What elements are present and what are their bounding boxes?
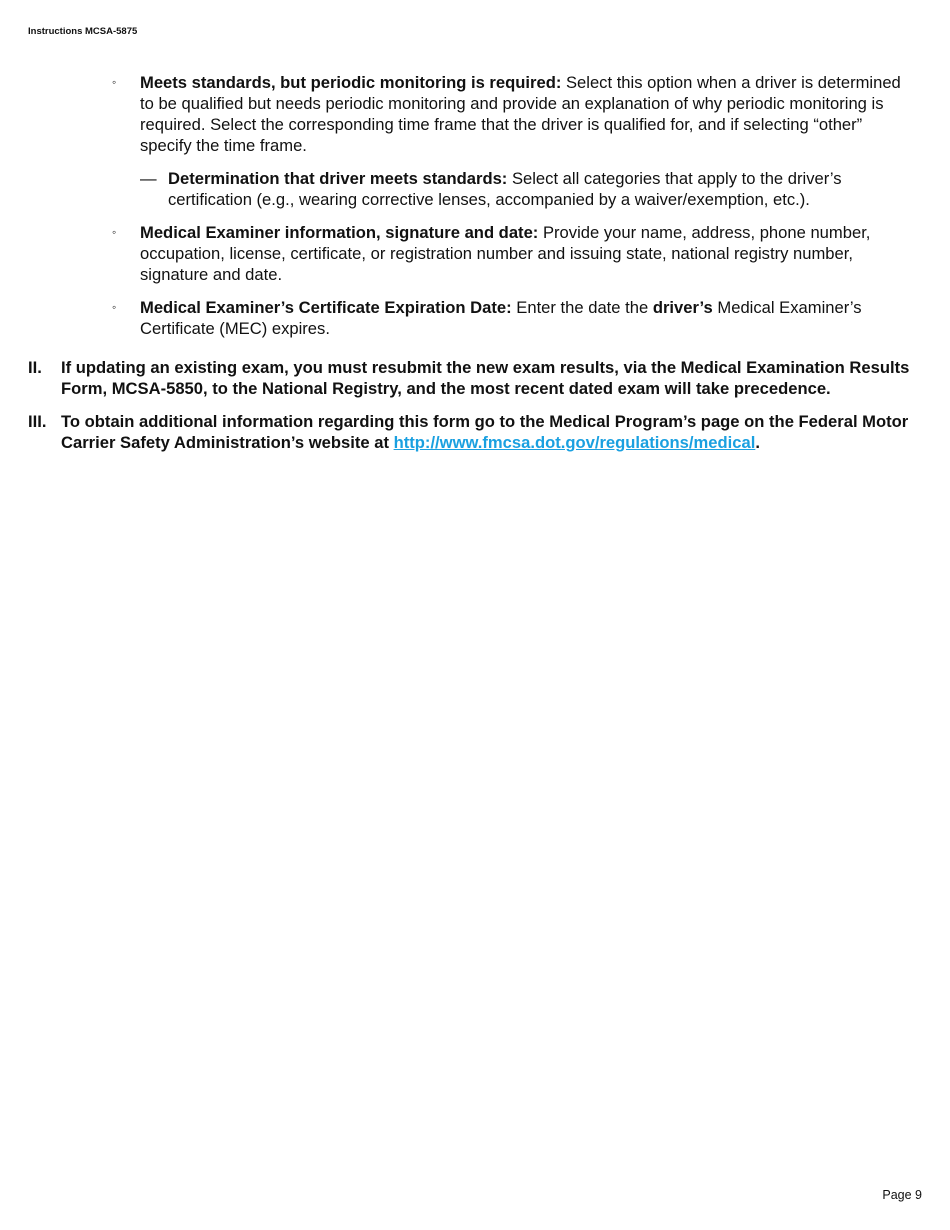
section-iii <box>28 411 931 453</box>
sub-item-determination <box>140 168 918 210</box>
section-end: . <box>755 433 760 452</box>
bullet-marker: ◦ <box>112 300 117 314</box>
item-heading: Meets standards, but periodic monitoring is required: <box>140 73 562 92</box>
section-text: To obtain additional information regarding this form go to the Medical Program’s page on the Federal Motor Carrier Safety Administration’s website at <box>61 412 909 452</box>
item-bold-word: driver’s <box>652 298 713 317</box>
bullet-marker: ◦ <box>112 225 117 239</box>
item-text: Medical Examiner’s Certificate (MEC) expires. <box>140 298 862 338</box>
document-header: Instructions MCSA-5875 <box>28 26 138 37</box>
list-item-examiner-info <box>112 222 915 285</box>
item-heading: Determination that driver meets standards: <box>168 169 508 188</box>
list-item-expiration-date <box>112 297 915 339</box>
item-heading: Medical Examiner’s Certificate Expiration Date: <box>140 298 512 317</box>
dash-marker: — <box>140 169 157 188</box>
bullet-marker: ◦ <box>112 75 117 89</box>
item-text: Select all categories that apply to the driver’s certification (e.g., wearing corrective lenses, accompanied by a waiver/exemption, etc.). <box>168 169 842 209</box>
section-number: III. <box>28 412 47 431</box>
fmcsa-medical-link[interactable]: http://www.fmcsa.dot.gov/regulations/medical <box>393 433 756 452</box>
item-text: Enter the date the <box>511 298 653 317</box>
page-number: Page 9 <box>882 1188 922 1202</box>
section-text: If updating an existing exam, you must resubmit the new exam results, via the Medical Examination Results Form, MCSA-5850, to the National Registry, and the most recent dated exam will take precedence. <box>61 358 910 398</box>
item-text: Select this option when a driver is determined to be qualified but needs periodic monitoring and provide an explanation of why periodic monitoring is required. Select the corresponding time frame that the driver is qualified for, and if selecting “other” specify the time frame. <box>140 73 901 155</box>
section-ii <box>28 357 931 399</box>
instructions-content <box>0 72 950 465</box>
item-text: Provide your name, address, phone number, occupation, license, certificate, or registration number and issuing state, national registry number, signature and date. <box>140 223 871 284</box>
section-number: II. <box>28 358 42 377</box>
item-heading: Medical Examiner information, signature and date: <box>140 223 539 242</box>
list-item-periodic-monitoring <box>112 72 915 156</box>
